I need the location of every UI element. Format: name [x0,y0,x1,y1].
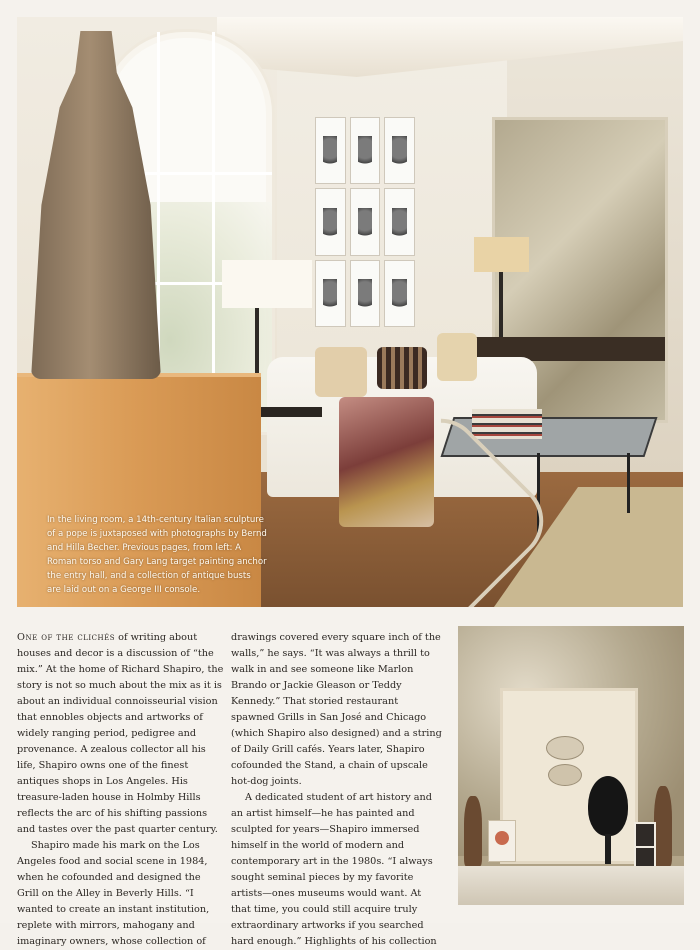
photo-becher-photographs [315,117,415,327]
inset-mantel [458,866,684,905]
photo-pillow [315,347,367,397]
article-paragraph: drawings covered every square inch of the walls,” he says. “It was always a thrill to walk in and see someone like Marlon Brando or Jackie Gleason or Teddy Kennedy.” That storied restaurant spawned Grills in San José and Chicago (which Shapiro also designed) and a string of Daily Grill cafés. Years later, Shapiro cofounded the Stand, a chain of upscale hot-dog joints. [231,632,442,787]
photo-pillow-striped [377,347,427,389]
living-room-photo [17,17,683,607]
inset-figure-right [654,786,672,866]
inset-small-painting [488,820,516,862]
photo-suzani-textile [339,397,434,527]
inset-african-mask [588,776,628,836]
article-paragraph: Shapiro made his mark on the Los Angeles food and social scene in 1984, when he cofounded and designed the Grill on the Alley in Beverly Hills. “I wanted to create an instant institution, replete with mirrors, mahogany and imaginary owners, whose collection of [17,840,210,947]
mantel-vignette-photo [458,626,684,905]
inset-portrait [634,822,656,848]
inset-oval-sculpture [546,736,584,760]
article-paragraph: A dedicated student of art history and an artist himself—he has painted and sculpted for years—Shapiro immersed himself in the world of modern and contemporary art in the 1980s. “I always sought seminal pieces by my favorite artists—ones museums would want. At that time, you could still acquire truly extraordinary artworks if you searched hard enough.” Highlights of his collection [231,792,437,947]
inset-figure-left [464,796,482,866]
article-column-1 [17,630,225,950]
article-paragraph: One of the clichés of writing about houses and decor is a discussion of “the mix.” At the home of Richard Shapiro, the story is not so much about the mix as it is about an individual connoisseurial vision that ennobles objects and artworks of widely ranging period, pedigree and provenance. A zealous collector all his life, Shapiro owns one of the finest antiques shops in Los Angeles. His treasure-laden house in Holmby Hills reflects the arc of his shifting passions and tastes over the past quarter century. [17,632,224,835]
article-column-2 [231,630,444,950]
photo-caption: In the living room, a 14th-century Italian sculpture of a pope is juxtaposed with photographs by Bernd and Hilla Becher. Previous pages, from left: A Roman torso and Gary Lang target painting anchor the entry hall, and a collection of antique busts are laid out on a George III console. [47,515,267,595]
inset-oval-sculpture [548,764,582,786]
photo-pillow [437,333,477,381]
photo-table-lamp-shade [474,237,529,272]
photo-book-stack [472,409,542,439]
article-lead-in: One of the clichés [17,632,116,643]
photo-floor-lamp-shade [222,260,312,308]
